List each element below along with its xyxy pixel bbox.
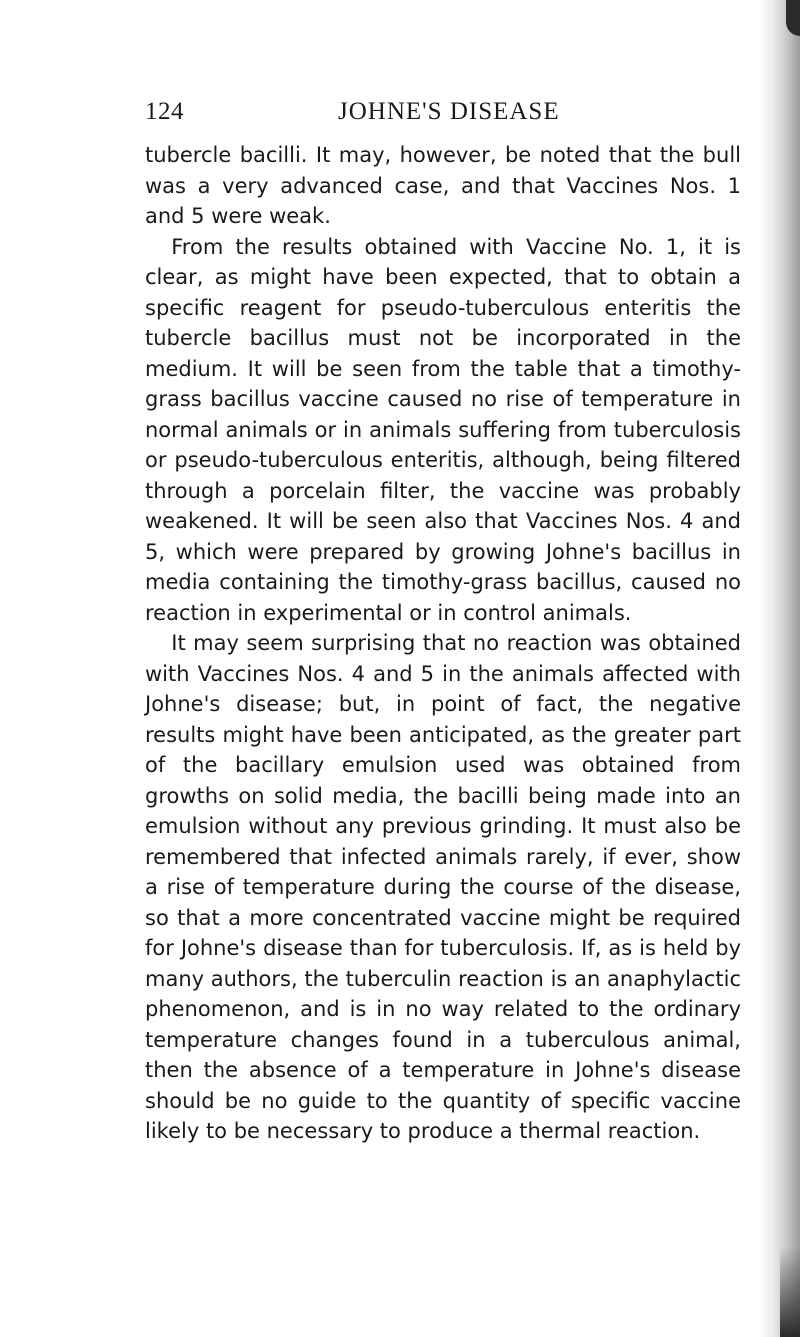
page-edge-dark-top: [786, 0, 800, 36]
paragraph: From the results obtained with Vaccine No. 1, it is clear, as might have been expected, that to obtain a specific reagent for pseudo-tuberculous enteritis the tubercle bacillus must not be incorporated in the medium. It will be seen from the table that a timothy-grass bacillus vaccine caused no rise of temperature in normal animals or in animals suffering from tuberculosis or pseudo-tuberculous enteritis, although, being filtered through a porcelain filter, the vaccine was probably weakened. It will be seen also that Vaccines Nos. 4 and 5, which were prepared by growing Johne's bacillus in media containing the timothy-grass bacillus, caused no reaction in experimental or in control animals.: [145, 234, 741, 625]
paragraph: tubercle bacilli. It may, however, be noted that the bull was a very advanced case, and that Vaccines Nos. 1 and 5 were weak.: [145, 143, 741, 228]
paragraph: It may seem surprising that no reaction was obtained with Vaccines Nos. 4 and 5 in the animals affected with Johne's disease; but, in point of fact, the negative results might have been anticipated, as the greater part of the bacillary emulsion used was obtained from growths on solid media, the bacilli being made into an emulsion without any previous grinding. It must also be remembered that infected animals rarely, if ever, show a rise of temperature during the course of the disease, so that a more concentrated vaccine might be required for Johne's disease than for tuberculosis. If, as is held by many authors, the tuberculin reaction is an anaphylactic phenomenon, and is in no way related to the ordinary temperature changes found in a tuberculous animal, then the absence of a temperature in Johne's disease should be no guide to the quantity of specific vaccine likely to be necessary to produce a thermal reaction.: [145, 631, 741, 1143]
body-text: [145, 140, 741, 1147]
page-edge-shadow: [758, 0, 800, 1337]
running-head: [145, 98, 741, 134]
page-edge-dark-bottom: [780, 1247, 800, 1337]
page-number: 124: [145, 98, 184, 125]
running-title: JOHNE'S DISEASE: [338, 98, 560, 125]
